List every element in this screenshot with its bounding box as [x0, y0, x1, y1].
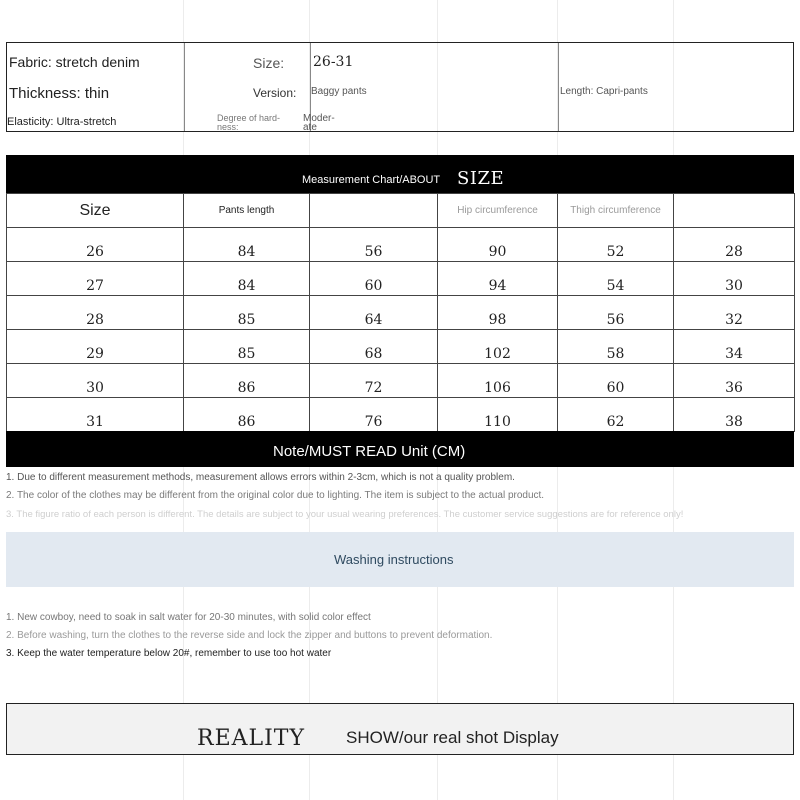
table-cell: 58	[558, 330, 674, 364]
header-cell: Size	[7, 194, 184, 228]
thickness-text: Thickness: thin	[9, 85, 110, 102]
header-cell	[674, 194, 795, 228]
table-cell: 90	[438, 228, 558, 262]
table-cell: 28	[674, 228, 795, 262]
table-cell: 30	[7, 364, 184, 398]
reality-show-banner	[6, 703, 794, 755]
table-cell: 36	[674, 364, 795, 398]
table-cell: 29	[7, 330, 184, 364]
table-cell: 32	[674, 296, 795, 330]
table-cell: 102	[438, 330, 558, 364]
table-cell: 60	[558, 364, 674, 398]
length-text: Length: Capri-pants	[560, 86, 648, 97]
table-row	[7, 228, 795, 262]
reality-word: REALITY	[197, 726, 306, 751]
table-cell: 85	[184, 296, 310, 330]
note-item: 2. The color of the clothes may be different from the original color due to lighting. The item is subject to the actual product.	[6, 490, 545, 501]
table-cell: 76	[310, 398, 438, 432]
table-cell: 64	[310, 296, 438, 330]
table-row	[7, 330, 795, 364]
washing-item: 1. New cowboy, need to soak in salt water for 20-30 minutes, with solid color effect	[6, 612, 371, 623]
table-cell: 31	[7, 398, 184, 432]
table-cell: 94	[438, 262, 558, 296]
washing-title: Washing instructions	[334, 552, 454, 567]
hardness-label-1: Degree of hard-	[217, 113, 281, 123]
table-cell: 106	[438, 364, 558, 398]
table-header-row	[7, 194, 795, 228]
note-item: 1. Due to different measurement methods, measurement allows errors within 2-3cm, which is not a quality problem.	[6, 472, 515, 483]
table-cell: 60	[310, 262, 438, 296]
table-cell: 85	[184, 330, 310, 364]
fabric-text: Fabric: stretch denim	[9, 54, 140, 70]
version-value: Baggy pants	[311, 86, 367, 97]
table-row	[7, 262, 795, 296]
table-cell: 38	[674, 398, 795, 432]
column-divider	[184, 43, 185, 131]
table-cell: 56	[558, 296, 674, 330]
table-cell: 84	[184, 262, 310, 296]
hardness-label-2: ness:	[217, 122, 239, 132]
header-cell: Thigh circumference	[558, 194, 674, 228]
table-row	[7, 364, 795, 398]
washing-item: 3. Keep the water temperature below 20#, remember to use too hot water	[6, 648, 332, 659]
table-cell: 54	[558, 262, 674, 296]
table-row	[7, 398, 795, 432]
washing-item: 2. Before washing, turn the clothes to the reverse side and lock the zipper and buttons to prevent deformation.	[6, 630, 493, 641]
table-cell: 56	[310, 228, 438, 262]
hardness-value-1: Moder-	[303, 113, 335, 124]
table-cell: 110	[438, 398, 558, 432]
product-info-table	[6, 42, 794, 132]
hardness-value-2: ate	[303, 122, 317, 133]
size-label: Size:	[253, 55, 285, 71]
table-cell: 27	[7, 262, 184, 296]
table-cell: 84	[184, 228, 310, 262]
table-cell: 52	[558, 228, 674, 262]
table-cell: 34	[674, 330, 795, 364]
header-cell: Hip circumference	[438, 194, 558, 228]
header-cell: Pants length	[184, 194, 310, 228]
table-cell: 86	[184, 398, 310, 432]
note-header	[6, 431, 794, 467]
table-cell: 28	[7, 296, 184, 330]
elasticity-text: Elasticity: Ultra-stretch	[7, 116, 117, 128]
chart-title-big: SIZE	[457, 168, 505, 189]
measurement-chart-header	[6, 155, 794, 193]
note-title: Note/MUST READ Unit (CM)	[273, 443, 466, 460]
table-cell: 30	[674, 262, 795, 296]
table-cell: 68	[310, 330, 438, 364]
table-cell: 98	[438, 296, 558, 330]
washing-header	[6, 532, 794, 587]
header-cell	[310, 194, 438, 228]
note-item: 3. The figure ratio of each person is different. The details are subject to your usual wearing preferences. The customer service suggestions are for reference only!	[6, 509, 684, 520]
size-table	[6, 193, 795, 432]
show-text: SHOW/our real shot Display	[346, 728, 559, 747]
version-label: Version:	[253, 86, 297, 100]
column-divider	[558, 43, 559, 131]
table-cell: 62	[558, 398, 674, 432]
table-cell: 72	[310, 364, 438, 398]
chart-title-small: Measurement Chart/ABOUT	[302, 174, 441, 186]
table-cell: 86	[184, 364, 310, 398]
table-row	[7, 296, 795, 330]
size-value: 26-31	[313, 54, 354, 70]
table-cell: 26	[7, 228, 184, 262]
